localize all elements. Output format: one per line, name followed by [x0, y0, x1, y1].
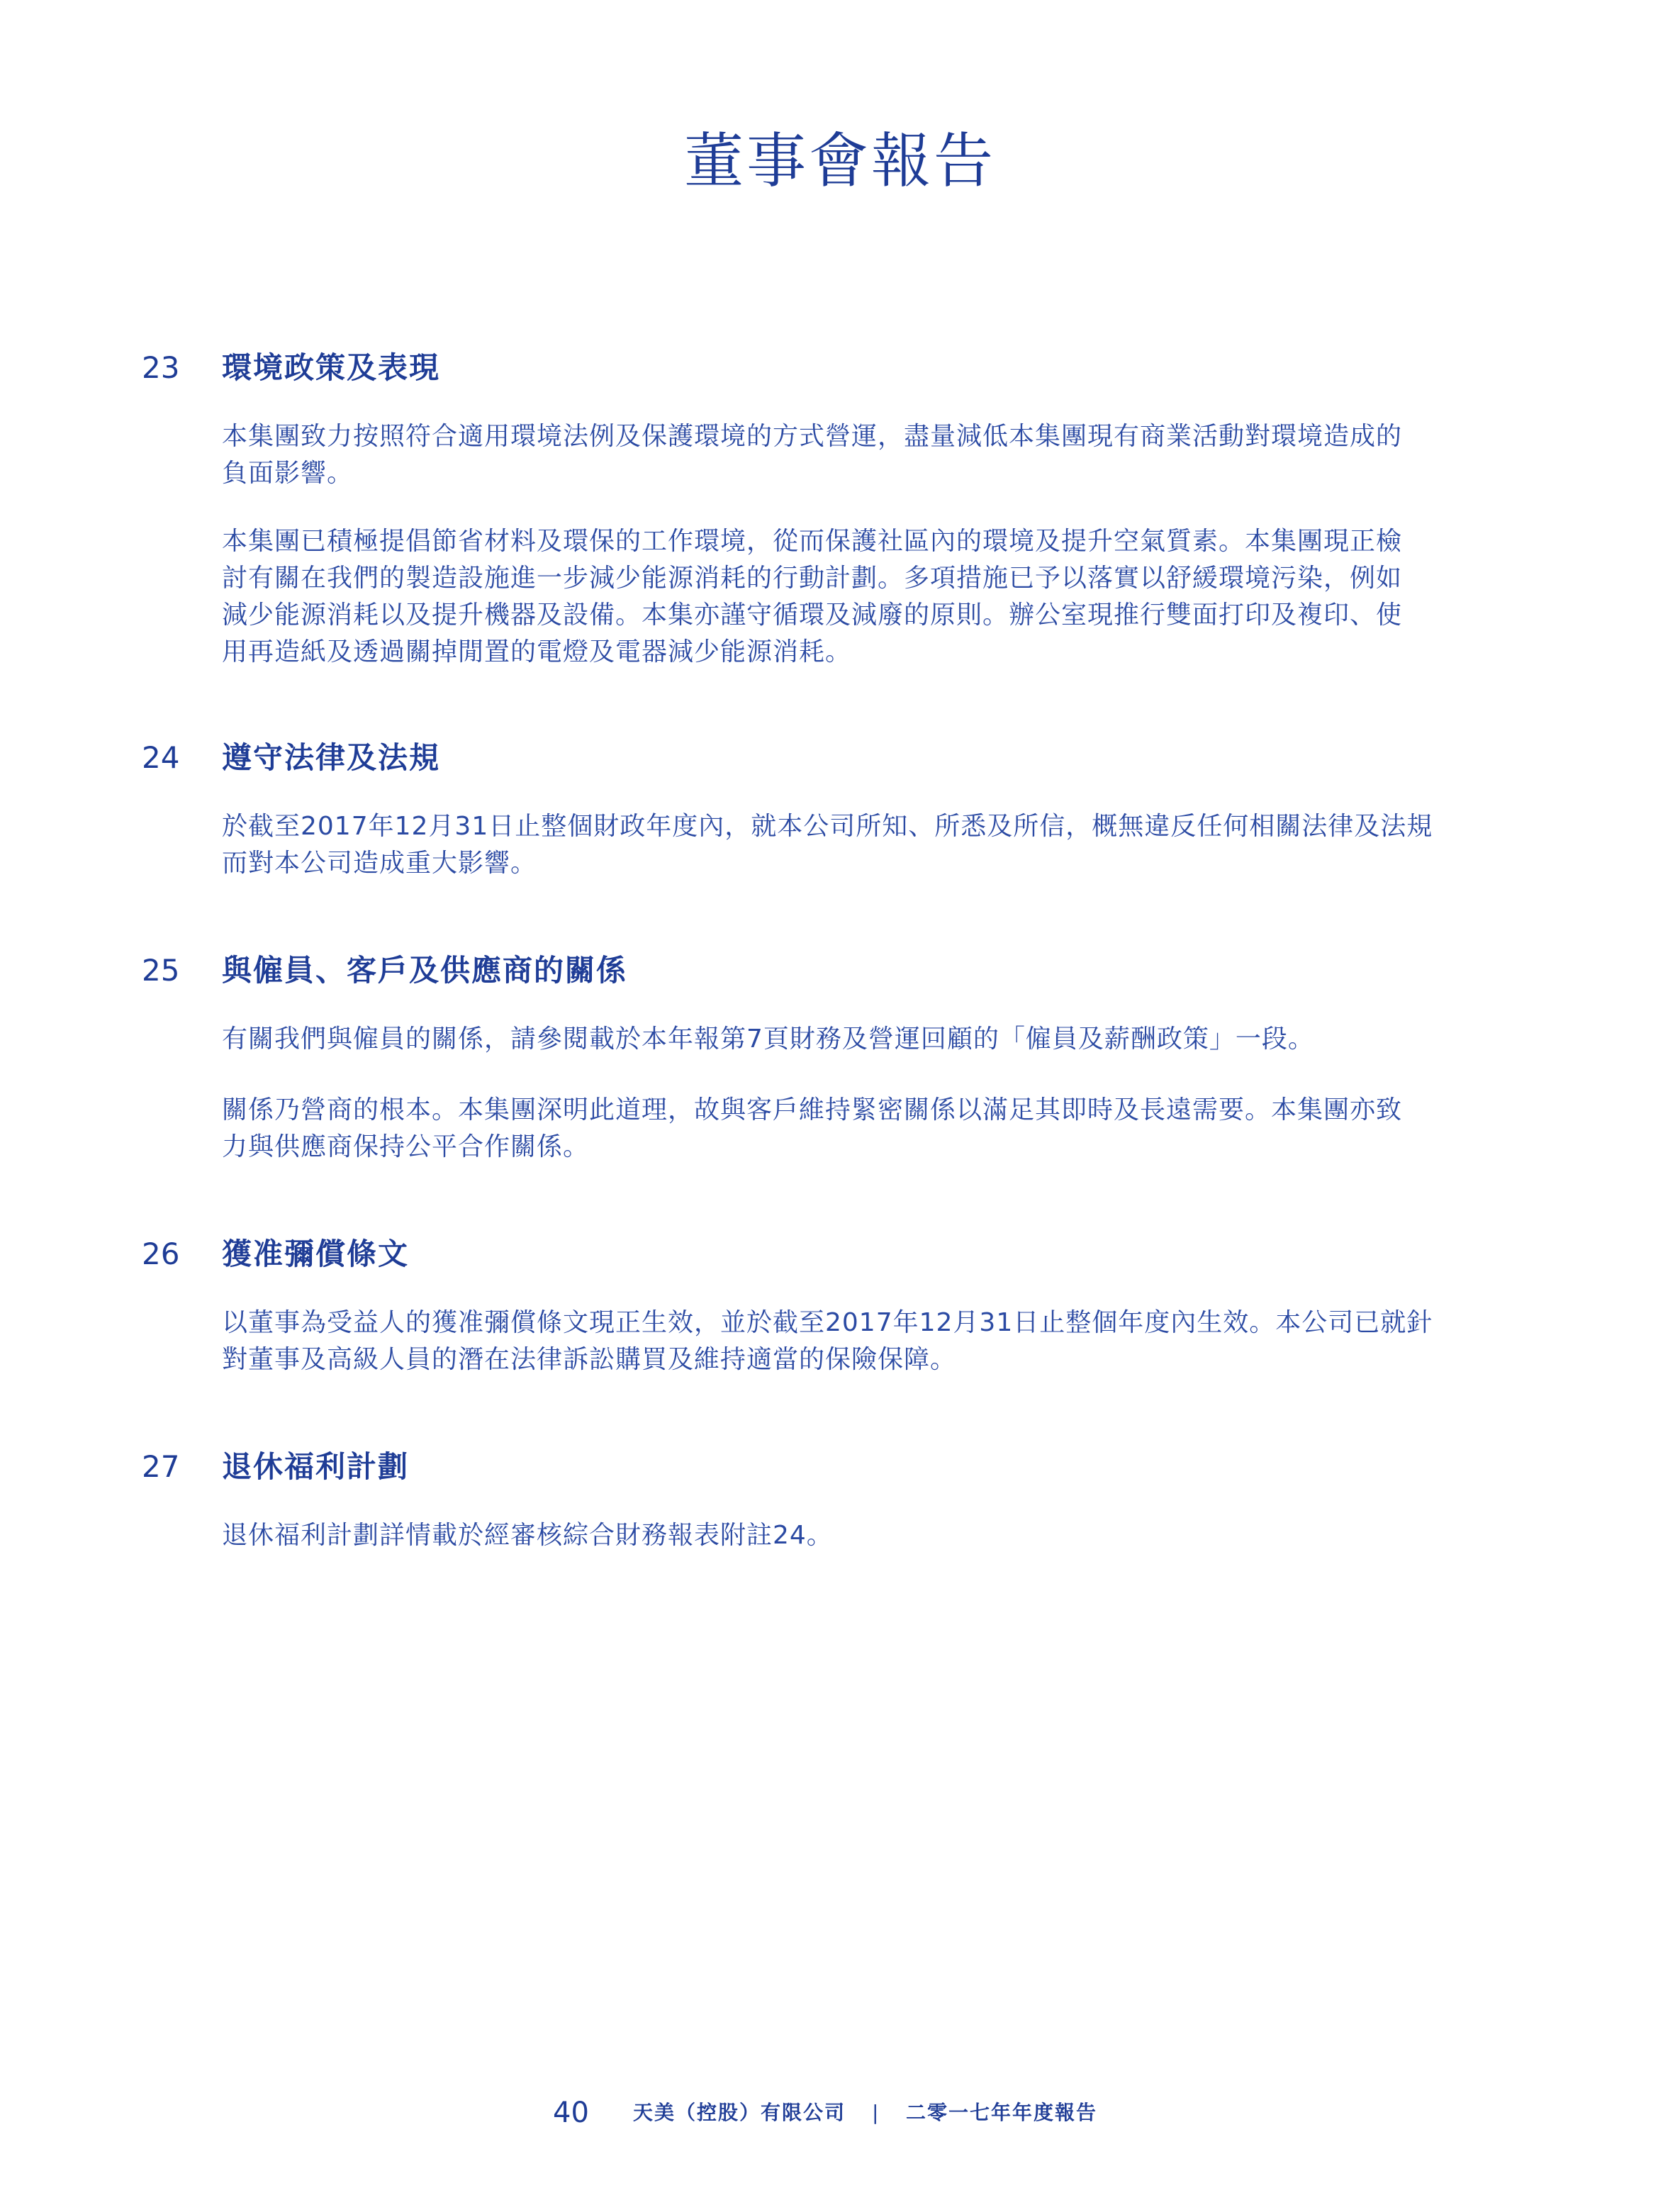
section-title: 與僱員、客戶及供應商的關係: [222, 953, 628, 988]
section-number: 27: [142, 1449, 180, 1484]
paragraph: [222, 1305, 1547, 1378]
paragraph: [222, 1021, 1547, 1058]
paragraph-line: 力與供應商保持公平合作關係。: [222, 1132, 590, 1161]
paragraph-line: 本集團已積極提倡節省材料及環保的工作環境，從而保護社區內的環境及提升空氣質素。本集團現正檢: [222, 527, 1403, 556]
paragraph-line: 用再造紙及透過關掉閒置的電燈及電器減少能源消耗。: [222, 637, 852, 666]
section-number: 26: [142, 1237, 180, 1271]
paragraph-line: 討有關在我們的製造設施進一步減少能源消耗的行動計劃。多項措施已予以落實以舒緩環境污染，例如: [222, 564, 1403, 593]
page-footer: [0, 2093, 1680, 2136]
page-title: 董事會報告: [683, 126, 996, 196]
section-number: 24: [142, 740, 180, 775]
paragraph-line: 以董事為受益人的獲准彌償條文現正生效，並於截至2017年12月31日止整個年度內生效。本公司已就針: [222, 1308, 1433, 1337]
paragraph: [222, 1092, 1547, 1166]
paragraph: [222, 1517, 1547, 1554]
paragraph-line: 於截至2017年12月31日止整個財政年度內，就本公司所知、所悉及所信，概無違反任何相關法律及法規: [222, 812, 1433, 841]
paragraph: [222, 523, 1547, 671]
paragraph: [222, 808, 1547, 882]
section-title: 遵守法律及法規: [222, 740, 441, 775]
paragraph-line: 減少能源消耗以及提升機器及設備。本集亦謹守循環及減廢的原則。辦公室現推行雙面打印及複印、使: [222, 601, 1403, 630]
section-title: 獲准彌償條文: [222, 1237, 410, 1271]
paragraph: [222, 418, 1547, 492]
section-title: 退休福利計劃: [222, 1449, 410, 1484]
paragraph-line: 對董事及高級人員的潛在法律訴訟購買及維持適當的保險保障。: [222, 1345, 957, 1374]
section-number: 23: [142, 350, 180, 385]
paragraph-line: 負面影響。: [222, 459, 354, 488]
section-title: 環境政策及表現: [222, 350, 441, 385]
section-number: 25: [142, 953, 180, 988]
footer-separator: |: [872, 2101, 879, 2124]
footer-report-title: 二零一七年年度報告: [906, 2101, 1098, 2124]
footer-company-name: 天美（控股）有限公司: [633, 2101, 846, 2124]
paragraph-line: 關係乃營商的根本。本集團深明此道理，故與客戶維持緊密關係以滿足其即時及長遠需要。本集團亦致: [222, 1095, 1403, 1124]
paragraph-line: 而對本公司造成重大影響。: [222, 849, 537, 878]
page-number: 40: [553, 2097, 589, 2129]
paragraph-line: 本集團致力按照符合適用環境法例及保護環境的方式營運，盡量減低本集團現有商業活動對環境造成的: [222, 422, 1403, 451]
paragraph-line: 退休福利計劃詳情載於經審核綜合財務報表附註24。: [222, 1521, 833, 1550]
paragraph-line: 有關我們與僱員的關係，請參閱載於本年報第7頁財務及營運回顧的「僱員及薪酬政策」一段。: [222, 1025, 1314, 1054]
